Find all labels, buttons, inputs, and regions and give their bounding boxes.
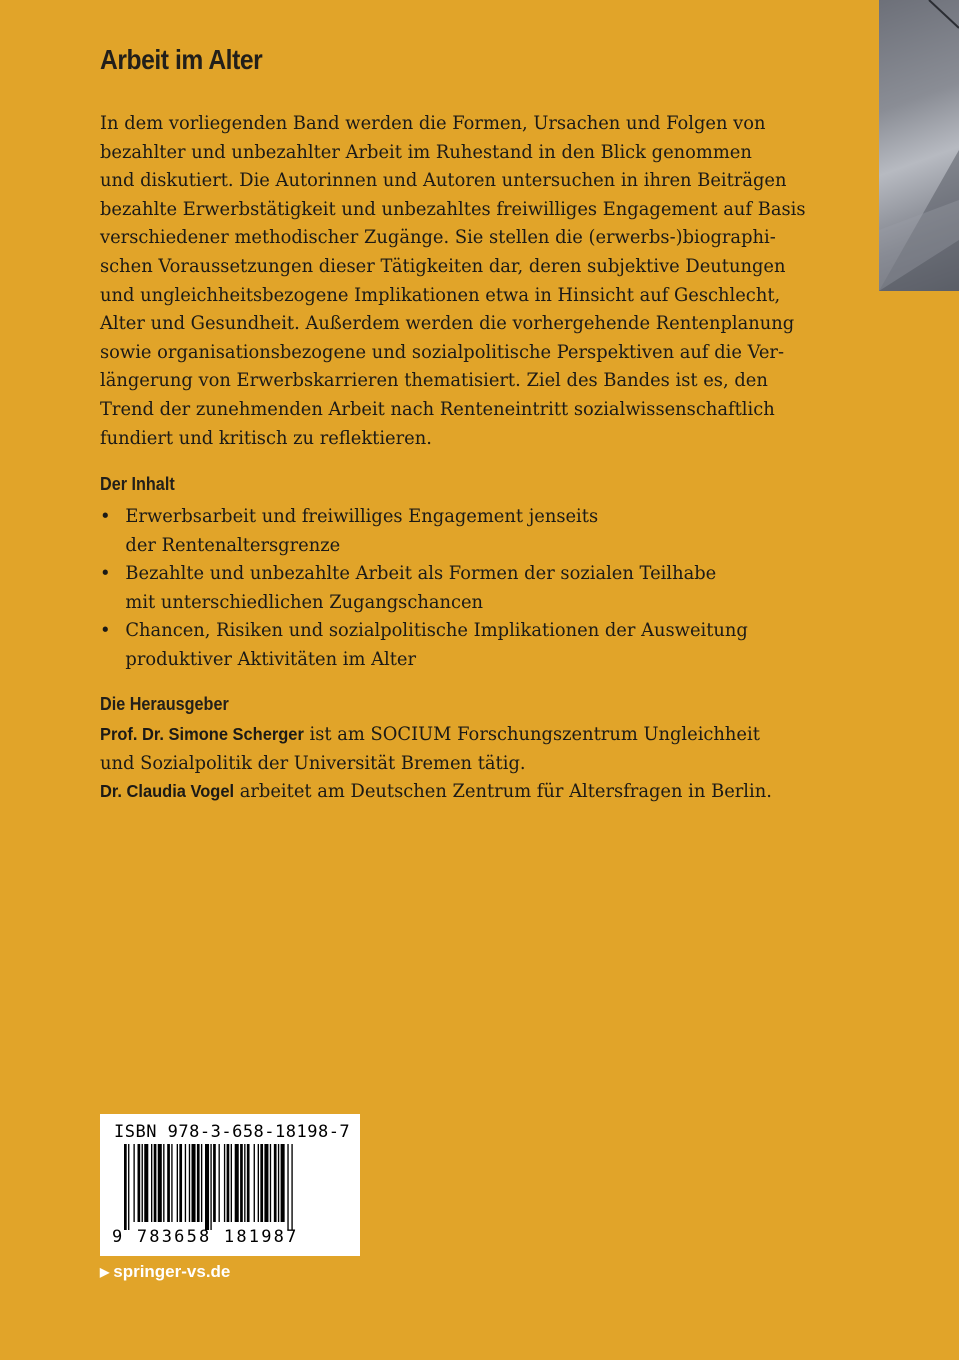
description-line: und diskutiert. Die Autorinnen und Autoren untersuchen in ihren Beiträgen <box>100 169 787 192</box>
description-line: bezahlter und unbezahlter Arbeit im Ruhestand in den Blick genommen <box>100 140 752 163</box>
publisher-link[interactable] <box>100 1262 230 1282</box>
cover-corner-image <box>879 0 959 291</box>
isbn-label: ISBN 978-3-658-18198-7 <box>114 1122 351 1142</box>
list-item-line: mit unterschiedlichen Zugangschancen <box>125 590 484 613</box>
list-item-line: der Rentenaltersgrenze <box>125 533 341 556</box>
description-line: Alter und Gesundheit. Außerdem werden die vorhergehende Rentenplanung <box>100 312 795 335</box>
editor-1-affiliation: ist am SOCIUM Forschungszentrum Ungleichheit <box>303 723 760 745</box>
list-item-line: Bezahlte und unbezahlte Arbeit als Formen der sozialen Teilhabe <box>125 562 717 585</box>
publisher-url: springer-vs.de <box>113 1262 231 1281</box>
description-line: fundiert und kritisch zu reflektieren. <box>100 426 432 449</box>
book-description <box>100 109 812 452</box>
barcode-graphic <box>110 1144 350 1232</box>
bullet-icon: • <box>100 505 111 527</box>
editor-2 <box>100 777 814 806</box>
book-title: Arbeit im Alter <box>100 44 263 75</box>
description-line: bezahlte Erwerbstätigkeit und unbezahltes freiwilliges Engagement auf Basis <box>100 197 806 220</box>
corner-graphic <box>879 0 959 291</box>
list-item-line: Chancen, Risiken und sozialpolitische Implikationen der Ausweitung <box>125 619 748 642</box>
description-line: In dem vorliegenden Band werden die Formen, Ursachen und Folgen von <box>100 112 766 134</box>
editor-1 <box>100 720 814 749</box>
editors-block <box>100 720 814 806</box>
description-line: längerung von Erwerbskarrieren thematisiert. Ziel des Bandes ist es, den <box>100 369 768 392</box>
editor-2-affiliation: arbeitet am Deutschen Zentrum für Altersfragen in Berlin. <box>234 780 772 803</box>
editor-1-name: Prof. Dr. Simone Scherger <box>100 724 304 744</box>
editor-2-name: Dr. Claudia Vogel <box>100 781 235 802</box>
list-item <box>100 559 814 616</box>
barcode-digits: 9 783658 181987 <box>112 1227 299 1247</box>
description-line: verschiedener methodischer Zugänge. Sie stellen die (erwerbs-)biographi- <box>100 226 776 249</box>
description-line: und ungleichheitsbezogene Implikationen etwa in Hinsicht auf Geschlecht, <box>100 283 781 306</box>
list-item <box>100 502 814 559</box>
contents-heading: Der Inhalt <box>100 474 175 494</box>
list-item <box>100 616 814 673</box>
description-line: schen Voraussetzungen dieser Tätigkeiten dar, deren subjektive Deutungen <box>100 254 786 277</box>
bullet-icon: • <box>100 562 111 585</box>
contents-list <box>100 502 814 674</box>
editors-heading: Die Herausgeber <box>100 694 229 714</box>
editor-1-affiliation-cont: und Sozialpolitik der Universität Bremen tätig. <box>100 751 526 774</box>
description-line: Trend der zunehmenden Arbeit nach Renteneintritt sozialwissenschaftlich <box>100 397 775 420</box>
description-line: sowie organisationsbezogene und sozialpolitische Perspektiven auf die Ver- <box>100 340 784 363</box>
list-item-line: Erwerbsarbeit und freiwilliges Engagement jenseits <box>125 505 599 527</box>
bullet-icon: • <box>100 619 111 642</box>
list-item-line: produktiver Aktivitäten im Alter <box>125 647 417 670</box>
isbn-barcode-box <box>100 1114 360 1256</box>
play-arrow-icon: ▶ <box>100 1265 110 1279</box>
